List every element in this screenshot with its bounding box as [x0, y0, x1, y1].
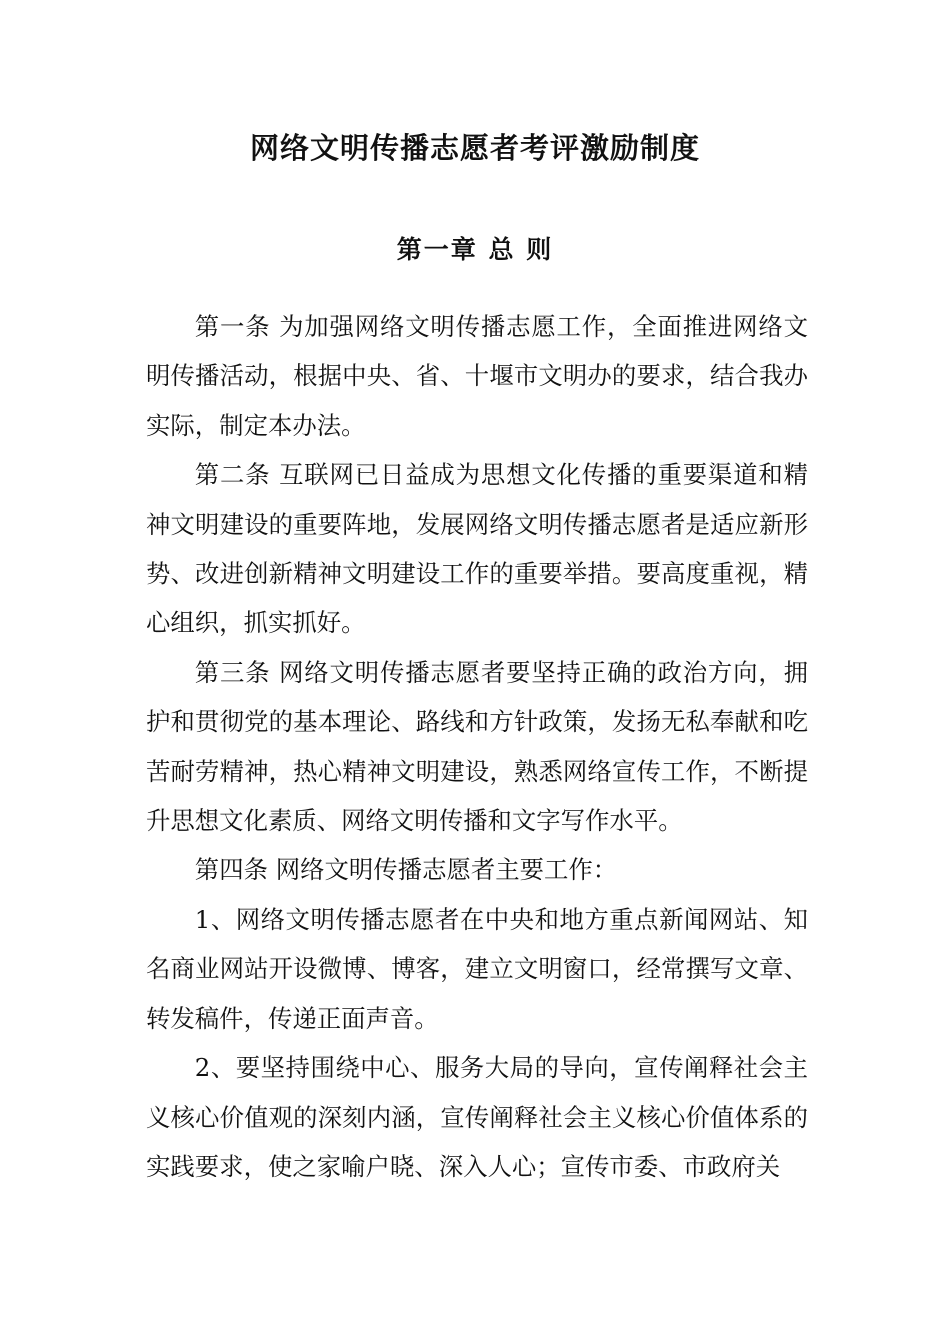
paragraph-article-4: 第四条 网络文明传播志愿者主要工作： [194, 855, 618, 885]
chapter-title: 第一章 总 则 [396, 235, 554, 264]
paragraph-article-2: 第二条 互联网已日益成为思想文化传播的重要渠道和精神文明建设的重要阵地，发展网络文明传播志愿者是适应新形势、改进创新精神文明建设工作的重要举措。要高度重视，精心组织，抓实抓好。 [146, 460, 808, 638]
paragraph-article-3: 第三条 网络文明传播志愿者要坚持正确的政治方向，拥护和贯彻党的基本理论、路线和方针政策，发扬无私奉献和吃苦耐劳精神，热心精神文明建设，熟悉网络宣传工作，不断提升思想文化素质、网络文明传播和文字写作水平。 [146, 657, 808, 836]
document-title: 网络文明传播志愿者考评激励制度 [249, 131, 700, 165]
paragraph-item-2: 2、要坚持围绕中心、服务大局的导向，宣传阐释社会主义核心价值观的深刻内涵，宣传阐释社会主义核心价值体系的实践要求，使之家喻户晓、深入人心；宣传市委、市政府关 [146, 1053, 808, 1181]
paragraph-item-1: 1、网络文明传播志愿者在中央和地方重点新闻网站、知名商业网站开设微博、博客，建立文明窗口，经常撰写文章、转发稿件，传递正面声音。 [146, 904, 808, 1033]
document-body [146, 302, 808, 1191]
paragraph-article-1: 第一条 为加强网络文明传播志愿工作，全面推进网络文明传播活动，根据中央、省、十堰市文明办的要求，结合我办实际，制定本办法。 [146, 312, 808, 440]
